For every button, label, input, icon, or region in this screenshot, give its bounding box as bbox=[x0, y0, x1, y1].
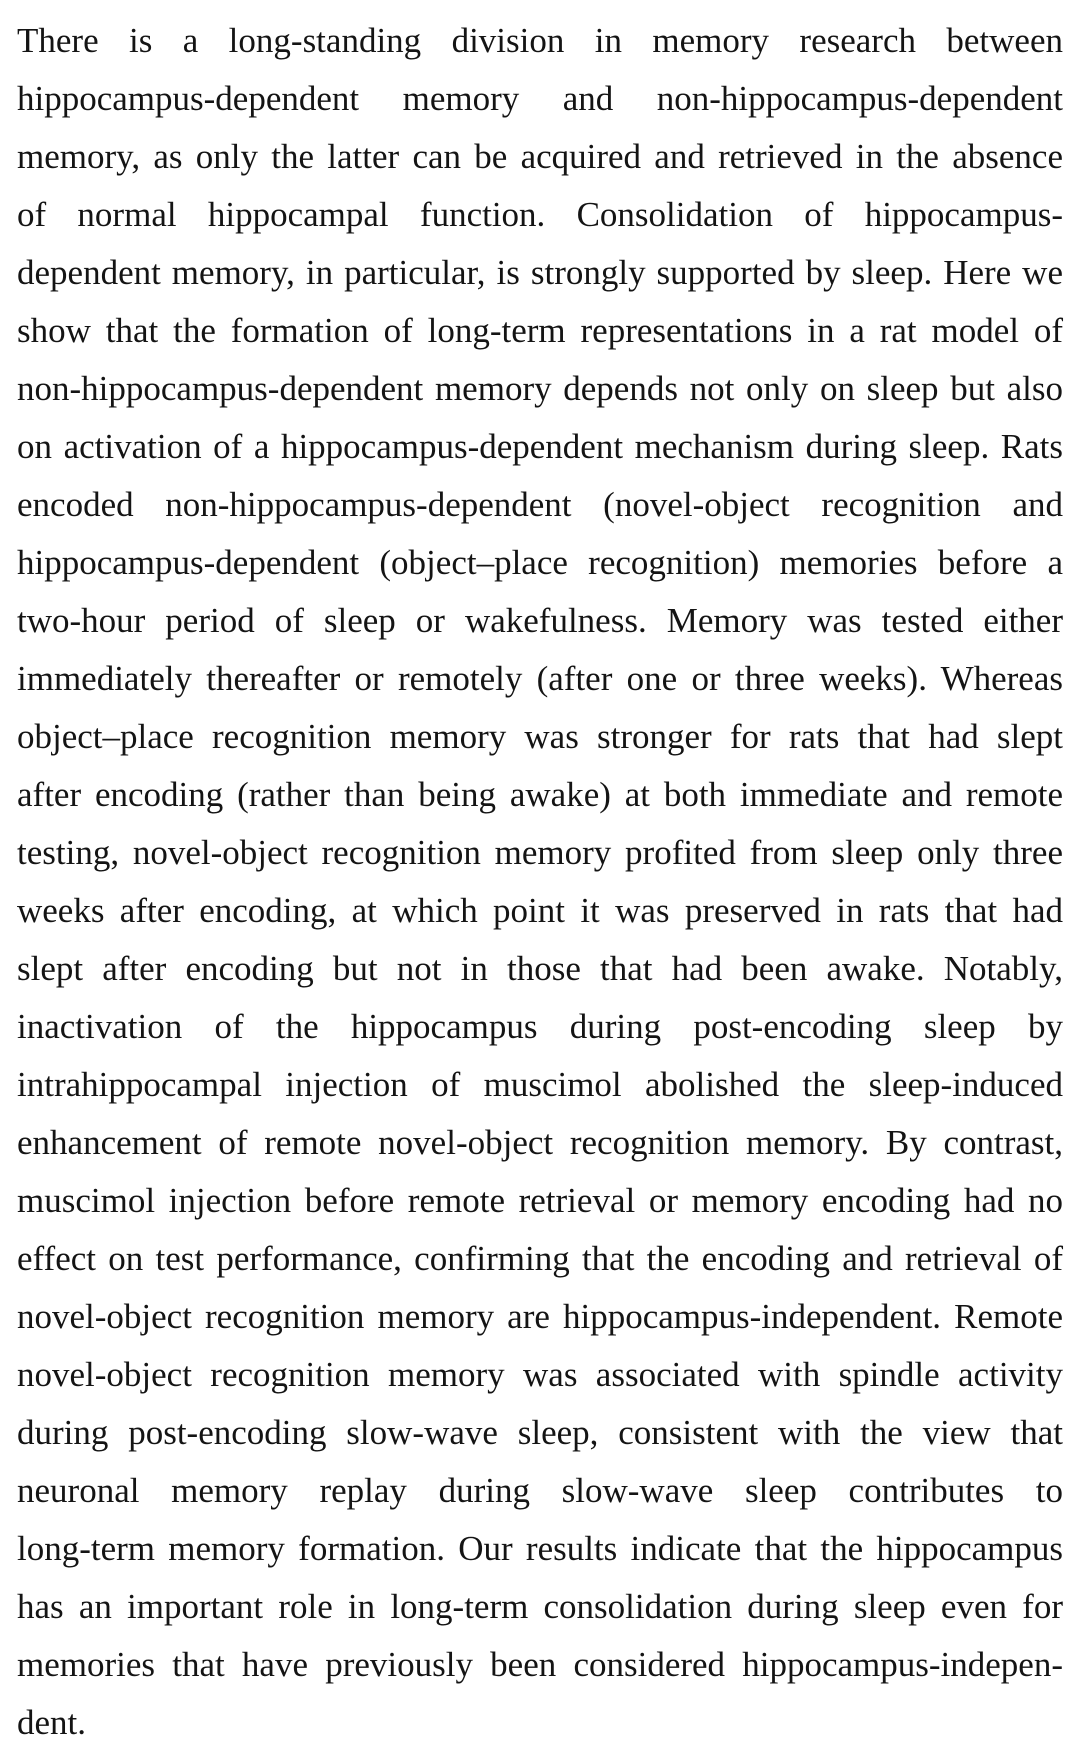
text-line: hippocampus-dependent memory and non-hippocampus-dependent bbox=[17, 79, 1063, 118]
text-line: show that the formation of long-term representations in a rat model of bbox=[17, 311, 1063, 350]
text-line: long-term memory formation. Our results indicate that the hippocampus bbox=[17, 1529, 1063, 1568]
text-line: immediately thereafter or remotely (after one or three weeks). Whereas bbox=[17, 659, 1063, 698]
text-line: novel-object recognition memory was associated with spindle activity bbox=[17, 1355, 1063, 1394]
text-line: non-hippocampus-dependent memory depends not only on sleep but also bbox=[17, 369, 1063, 408]
text-line: novel-object recognition memory are hippocampus-independent. Remote bbox=[17, 1297, 1063, 1336]
text-line: of normal hippocampal function. Consolidation of hippocampus- bbox=[17, 195, 1063, 234]
text-line: during post-encoding slow-wave sleep, consistent with the view that bbox=[17, 1413, 1063, 1452]
text-line: muscimol injection before remote retrieval or memory encoding had no bbox=[17, 1181, 1063, 1220]
text-line: dependent memory, in particular, is strongly supported by sleep. Here we bbox=[17, 253, 1063, 292]
text-line: on activation of a hippocampus-dependent mechanism during sleep. Rats bbox=[17, 427, 1063, 466]
text-line: intrahippocampal injection of muscimol abolished the sleep-induced bbox=[17, 1065, 1063, 1104]
text-line: encoded non-hippocampus-dependent (novel-object recognition and bbox=[17, 485, 1063, 524]
text-line: memories that have previously been considered hippocampus-indepen- bbox=[17, 1645, 1063, 1684]
text-line: memory, as only the latter can be acquired and retrieved in the absence bbox=[17, 137, 1063, 176]
text-line: slept after encoding but not in those that had been awake. Notably, bbox=[17, 949, 1063, 988]
text-line: effect on test performance, confirming that the encoding and retrieval of bbox=[17, 1239, 1063, 1278]
text-line: weeks after encoding, at which point it was preserved in rats that had bbox=[17, 891, 1063, 930]
text-line: There is a long-standing division in memory research between bbox=[17, 21, 1063, 60]
abstract-paragraph bbox=[17, 12, 1063, 1752]
text-line: testing, novel-object recognition memory profited from sleep only three bbox=[17, 833, 1063, 872]
text-line: object–place recognition memory was stronger for rats that had slept bbox=[17, 717, 1063, 756]
text-line: inactivation of the hippocampus during post-encoding sleep by bbox=[17, 1007, 1063, 1046]
text-line: two-hour period of sleep or wakefulness. Memory was tested either bbox=[17, 601, 1063, 640]
text-line: has an important role in long-term consolidation during sleep even for bbox=[17, 1587, 1063, 1626]
text-line: enhancement of remote novel-object recognition memory. By contrast, bbox=[17, 1123, 1063, 1162]
text-line: neuronal memory replay during slow-wave sleep contributes to bbox=[17, 1471, 1063, 1510]
text-line: after encoding (rather than being awake) at both immediate and remote bbox=[17, 775, 1063, 814]
text-line-final: dent. bbox=[17, 1703, 87, 1742]
text-line: hippocampus-dependent (object–place recognition) memories before a bbox=[17, 543, 1063, 582]
